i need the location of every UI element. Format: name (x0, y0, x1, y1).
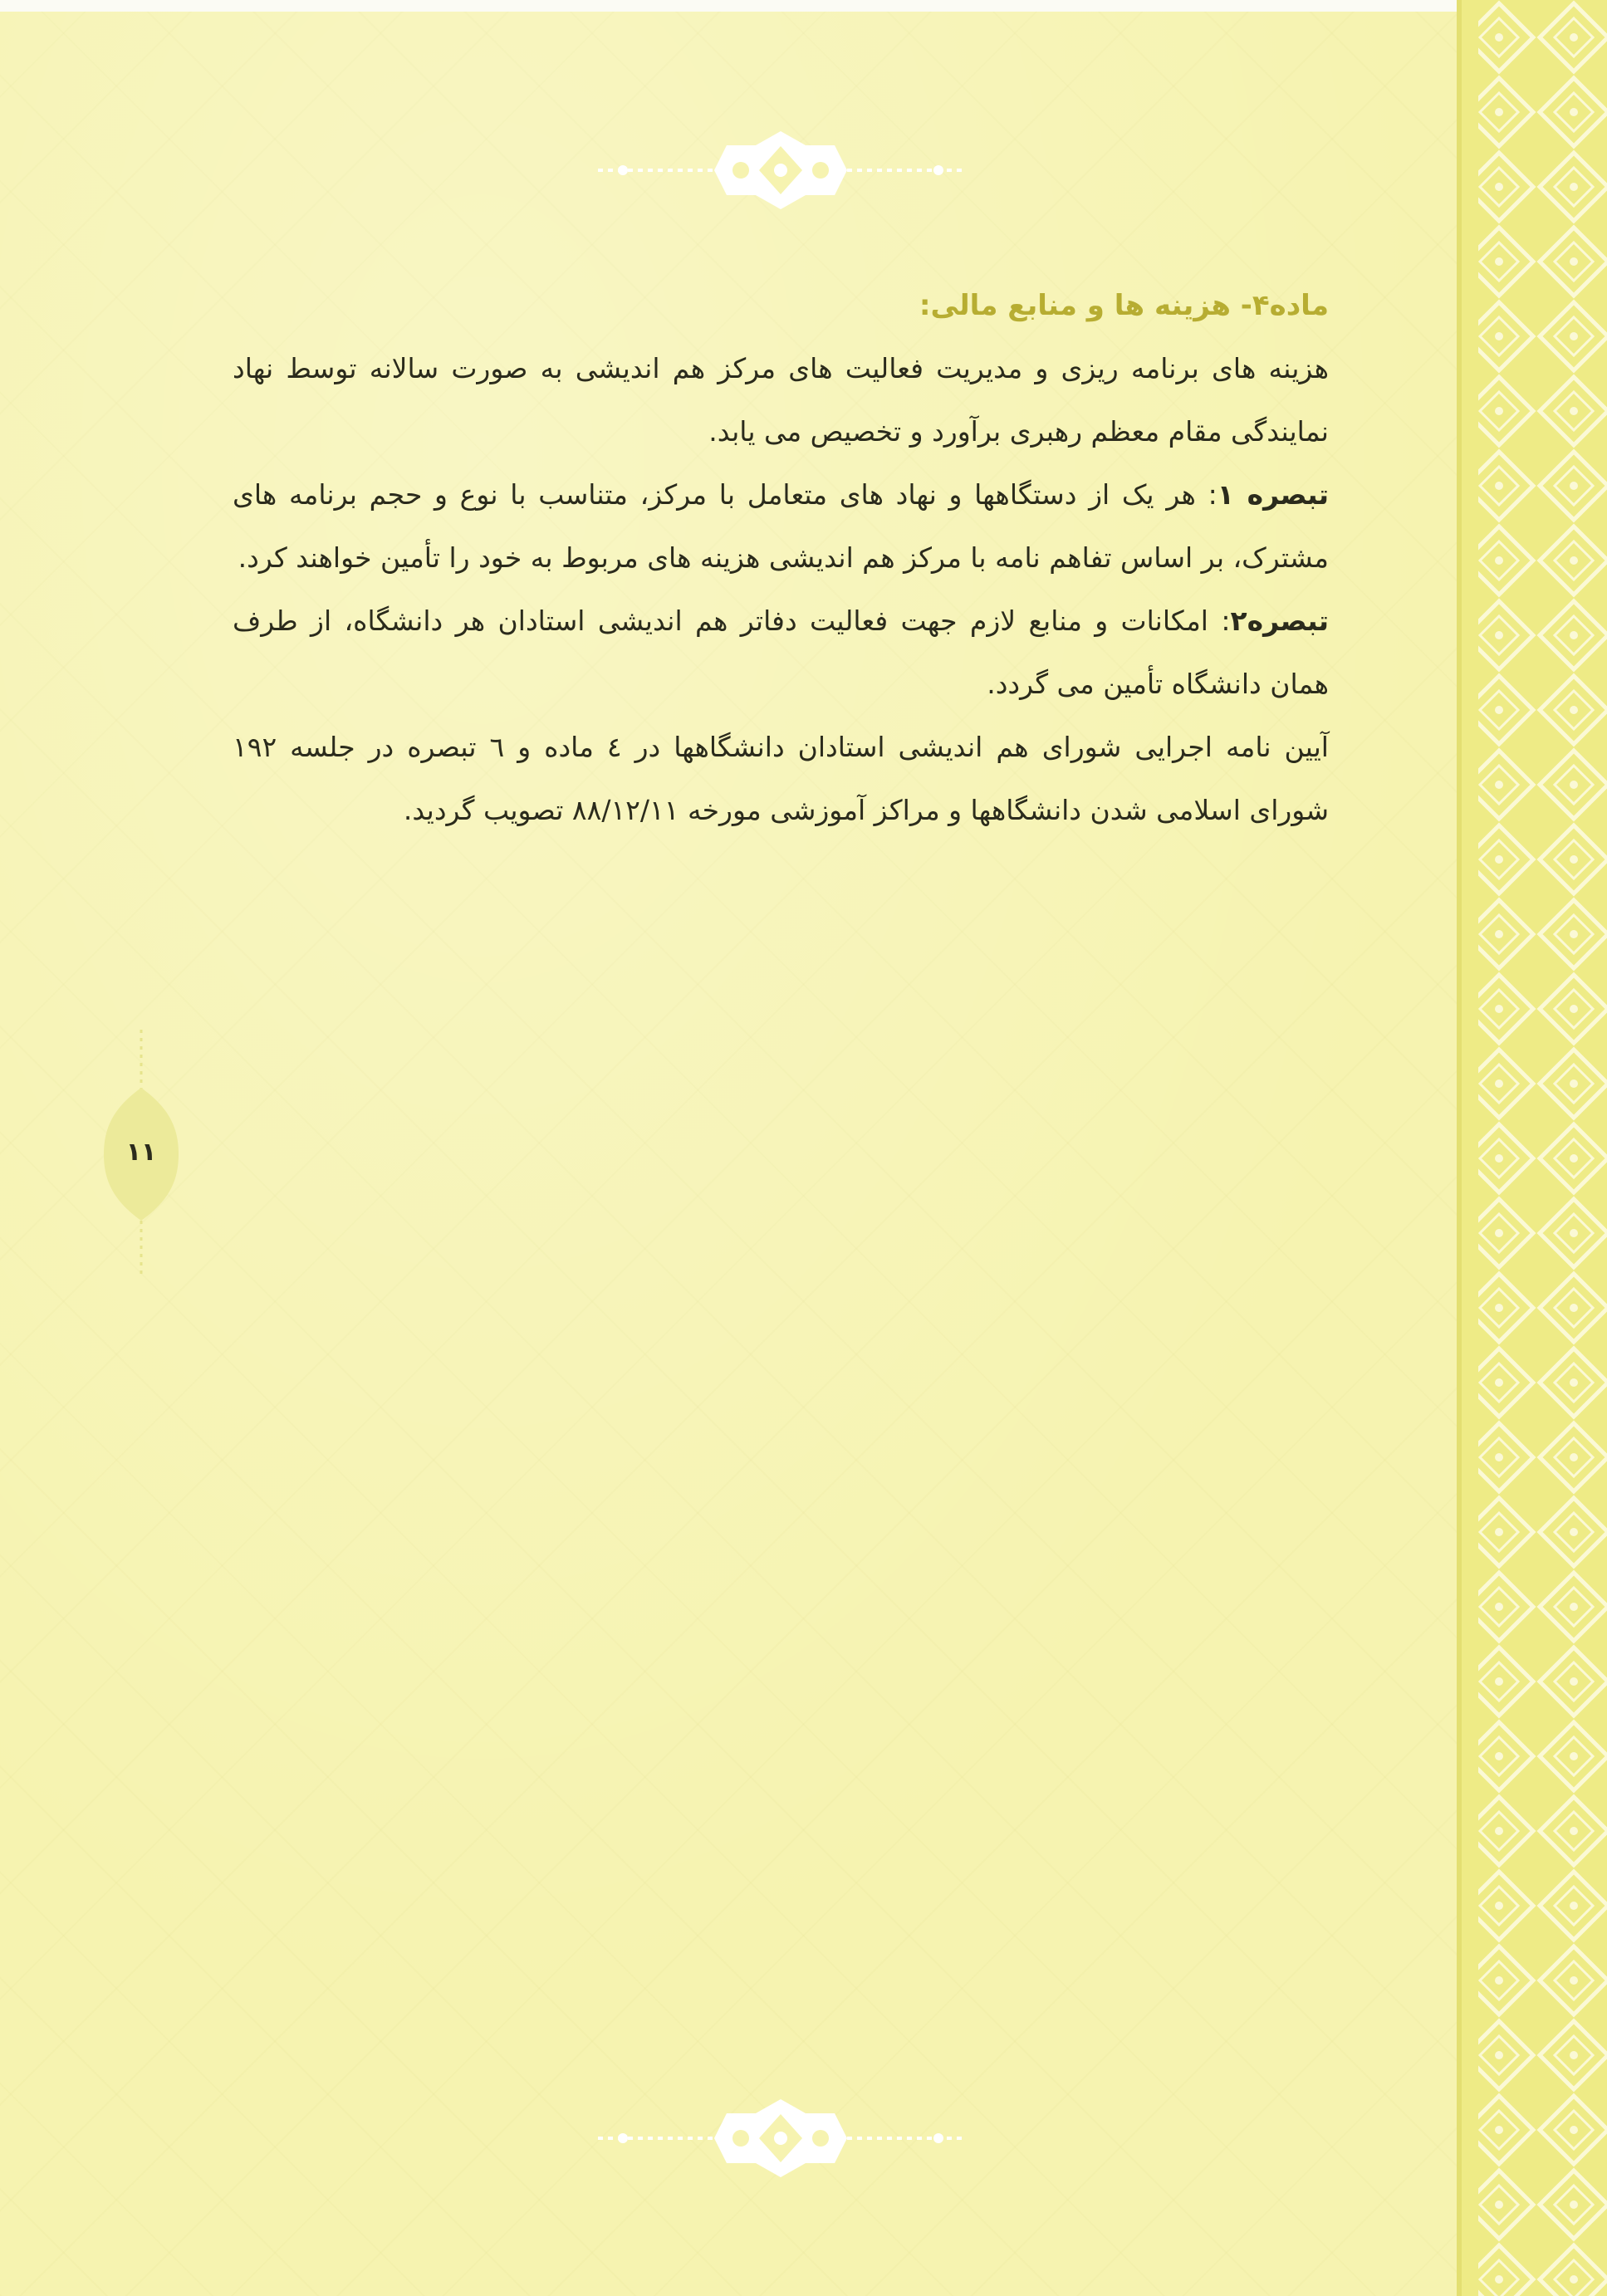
paragraph-costs: هزینه های برنامه ریزی و مدیریت فعالیت های مرکز هم اندیشی به صورت سالانه توسط نهاد نمایندگی مقام معظم رهبری برآورد و تخصیص می یابد. (233, 352, 1329, 448)
lattice-border-icon (1462, 0, 1607, 2296)
note-1-text: : هر یک از دستگاهها و نهاد های متعامل با مرکز، متناسب با نوع و حجم برنامه های مشترک، بر اساس تفاهم نامه با مرکز هم اندیشی هزینه های مربوط به خود را تأمین خواهند کرد. (233, 478, 1329, 574)
document-body (233, 274, 1329, 842)
closing-paragraph: آیین نامه اجرایی شورای هم اندیشی استادان دانشگاهها در ٤ ماده و ٦ تبصره در جلسه ۱۹۲ شورای اسلامی شدن دانشگاهها و مراکز آموزشی مورخه ۸۸/۱۲/۱۱ تصویب گردید. (233, 731, 1329, 826)
note-1 (233, 463, 1329, 590)
note-2-title: تبصره۲ (1230, 605, 1329, 637)
note-1-title: تبصره ۱ (1217, 478, 1329, 511)
bottom-ornament-icon (598, 2093, 963, 2184)
page-top-edge (0, 0, 1607, 12)
section-heading: ماده۴- هزینه ها و منابع مالی: (919, 289, 1329, 322)
decorative-side-border (1457, 0, 1607, 2296)
note-2 (233, 590, 1329, 716)
page-number: ۱۱ (125, 1138, 157, 1167)
top-ornament-icon (598, 125, 963, 216)
note-2-text: : امکانات و منابع لازم جهت فعالیت دفاتر هم اندیشی استادان هر دانشگاه، از طرف همان دانشگاه تأمین می گردد. (233, 605, 1329, 700)
